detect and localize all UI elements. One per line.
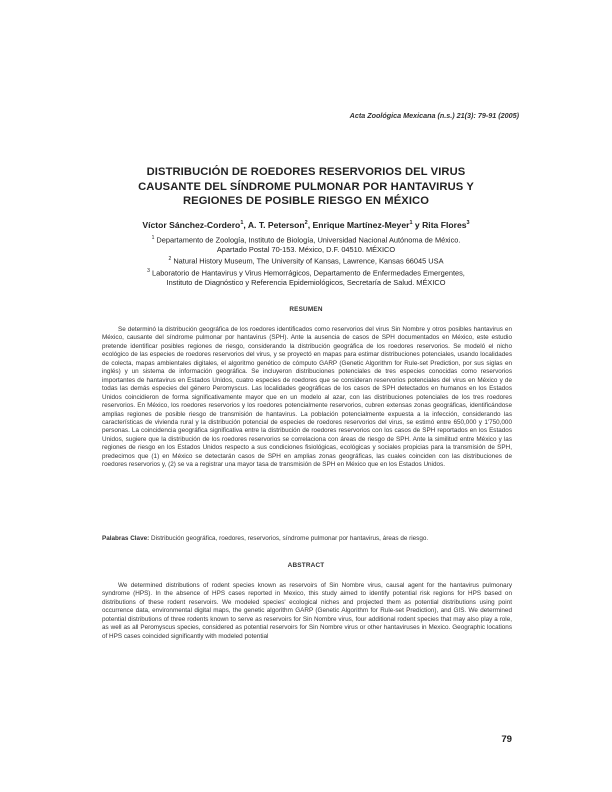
keywords <box>102 535 512 543</box>
author-separator: , <box>307 220 313 230</box>
affiliation-line <box>104 267 508 278</box>
affiliation-text: Laboratorio de Hantavirus y Virus Hemorrágicos, Departamento de Enfermedades Emergentes, <box>151 268 465 278</box>
title-line: CAUSANTE DEL SÍNDROME PULMONAR POR HANTAVIRUS Y <box>138 180 474 193</box>
author-conjunction: y <box>412 220 423 230</box>
journal-reference: Acta Zoológica Mexicana (n.s.) 21(3): 79-91 (2005) <box>349 111 519 120</box>
resumen-heading: RESUMEN <box>289 306 323 313</box>
page-number: 79 <box>501 734 512 745</box>
affiliation-line: Apartado Postal 70-153. México, D.F. 04510. MÉXICO <box>216 245 396 255</box>
author-name: Víctor Sánchez-Cordero <box>142 220 241 230</box>
affiliation-text: Natural History Museum, The University of Kansas, Lawrence, Kansas 66045 USA <box>173 256 444 266</box>
author-separator: , <box>243 220 248 230</box>
author-list <box>90 220 522 230</box>
author-name: Enrique Martínez-Meyer <box>312 220 410 230</box>
keywords-text: Distribución geográfica, roedores, reservorios, síndrome pulmonar por hantavirus, áreas de riesgo. <box>149 535 429 542</box>
abstract-body <box>102 582 512 641</box>
affiliation-line: Instituto de Diagnóstico y Referencia Epidemiológicos, Secretaría de Salud. MÉXICO <box>166 278 446 288</box>
author-name: Rita Flores <box>422 220 467 230</box>
affiliation-text: Departamento de Zoología, Instituto de Biología, Universidad Nacional Autónoma de México. <box>156 235 461 245</box>
title-line: REGIONES DE POSIBLE RIESGO EN MÉXICO <box>182 195 430 207</box>
affiliations <box>104 234 508 288</box>
paper-title <box>90 165 522 209</box>
author-affil-mark: 1 <box>409 220 413 227</box>
resumen-body <box>102 326 512 470</box>
abstract-paragraph: We determined distributions of rodent species known as reservoirs of Sin Nombre virus, causal agent for the hantavirus pulmonary syndrome (HPS). In the absence of HPS cases reported in Mexico, this study aimed to identify potential risk regions for HPS based on distributions of these rodent reservoirs. We modeled species' ecological niches and projected them as potential distributions using point occurrence data, environmental digital maps, the genetic algorithm GARP (Genetic Algorithm for Rule-set Prediction), and GIS. We determined potential distributions of three rodents known to serve as reservoirs for Sin Nombre virus, four additional rodent species that may also play a role, as well as all Peromyscus species, considered as potential reservoirs for Sin Nombre virus or other hantaviruses in Mexico. Geographic locations of HPS cases coincided significantly with modeled potential <box>102 582 512 640</box>
affiliation-mark: 2 <box>168 256 172 263</box>
affiliation-line <box>104 255 508 266</box>
author-affil-mark: 1 <box>240 220 244 227</box>
affiliation-line <box>104 234 508 245</box>
affiliation-mark: 1 <box>151 235 155 241</box>
title-line: DISTRIBUCIÓN DE ROEDORES RESERVORIOS DEL VIRUS <box>146 166 466 178</box>
abstract-heading: ABSTRACT <box>287 562 325 569</box>
affiliation-mark: 3 <box>147 267 150 274</box>
keywords-label: Palabras Clave: <box>102 535 150 542</box>
author-affil-mark: 3 <box>466 220 470 227</box>
author-name: A. T. Peterson <box>247 220 305 230</box>
author-affil-mark: 2 <box>304 220 308 227</box>
resumen-paragraph: Se determinó la distribución geográfica de los roedores identificados como reservorios del virus Sin Nombre y otros posibles hantavirus en México, causante del síndrome pulmonar por hantavirus (SPH). Ante la ausencia de casos de SPH documentados en México, este estudio pretende identificar posibles regiones de riesgo, considerando la distribución geográfica de los roedores reservorios. Se modeló el nicho ecológico de las especies de roedores reservorios del virus, y se proyectó en mapas para estimar distribuciones potenciales, usando localidades de colecta, mapas ambientales digitales, el algoritmo genético de cómputo GARP (Genetic Algorithm for Rule-set Prediction, por sus siglas en inglés) y un sistema de información geográfica. Se incluyeron distribuciones potenciales de tres especies conocidas como reservorios importantes de hantavirus en Estados Unidos, cuatro especies de roedores que se consideran reservorios potenciales del virus en México y de todas las demás especies del género Peromyscus. Las localidades geográficas de los casos de SPH detectados en humanos en los Estados Unidos coincidieron de forma significativamente mayor que en un modelo al azar, con las distribuciones potenciales de los tres roedores reservorios. En México, los roedores reservorios y los roedores potencialmente reservorios, cubren extensas zonas geográficas, identificándose amplias regiones de posible riesgo de transmisión de hantavirus. La población potencialmente expuesta a la infección, considerando las características de vivienda rural y la distribución potencial de especies de roedores reservorios del virus, se estimó entre 650,000 y 1'750,000 personas. La coincidencia geográfica significativa entre la distribución de roedores reservorios con los casos de SPH reportados en los Estados Unidos, sugiere que la distribución de los roedores reservorios se correlaciona con áreas de riesgo de SPH. Ante la similitud entre México y las regiones de riesgo en los Estados Unidos respecto a sus condiciones fisiológicas, ecológicas y sociales propicias para la transmisión de SPH, predecimos que (1) en México se detectarán casos de SPH en amplias zonas geográficas, las cuales coinciden con las distribuciones de roedores reservorios y, (2) se va a registrar una mayor tasa de transmisión de SPH en México que en los Estados Unidos. <box>102 326 512 469</box>
